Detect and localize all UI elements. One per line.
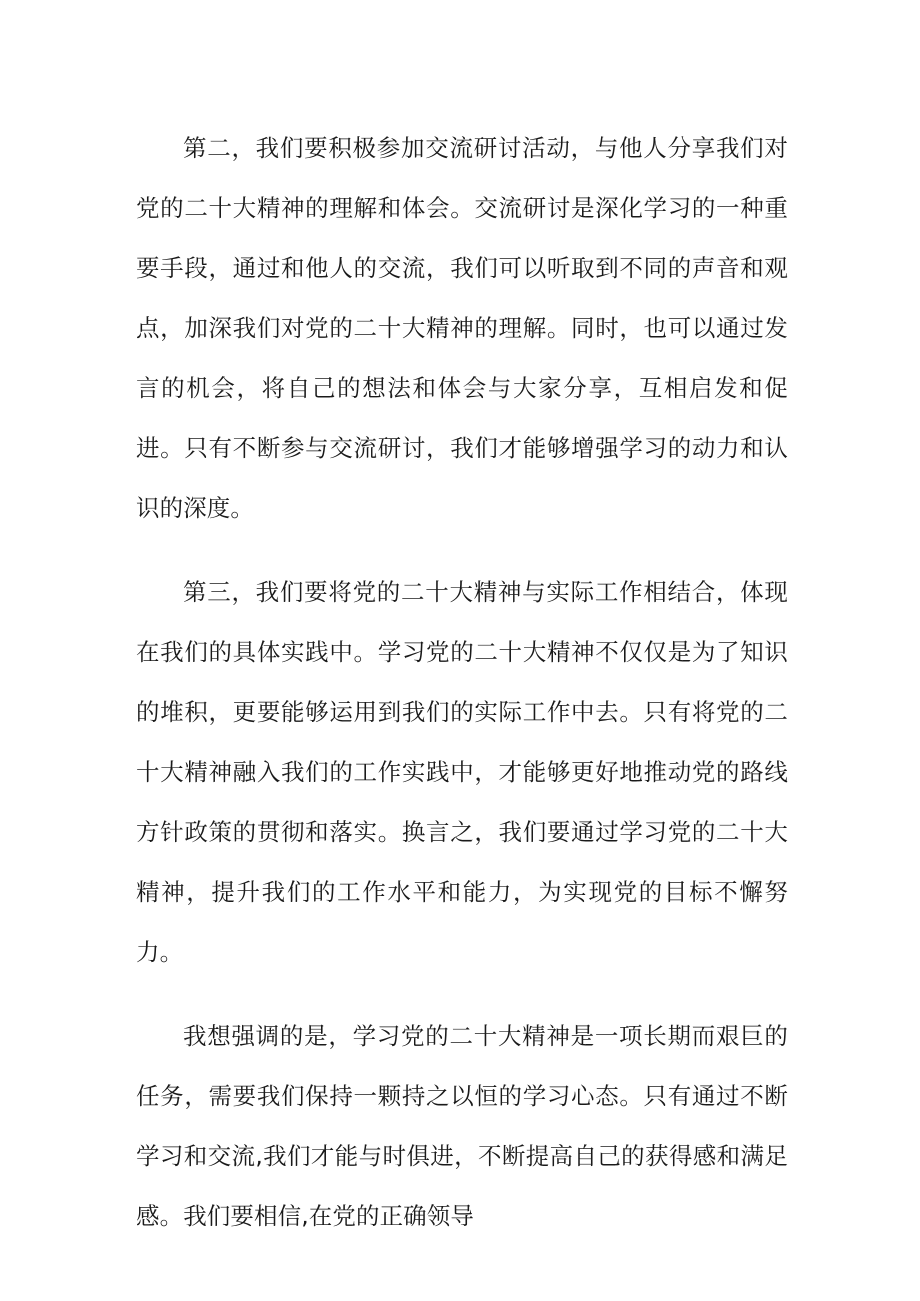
document-paragraph: 第二，我们要积极参加交流研讨活动，与他人分享我们对党的二十大精神的理解和体会。交流研讨是深化学习的一种重要手段，通过和他人的交流，我们可以听取到不同的声音和观点，加深我们对党的二十大精神的理解。同时，也可以通过发言的机会，将自己的想法和体会与大家分享，互相启发和促进。只有不断参与交流研讨，我们才能够增强学习的动力和认识的深度。 <box>136 134 788 522</box>
document-paragraph: 第三，我们要将党的二十大精神与实际工作相结合，体现在我们的具体实践中。学习党的二十大精神不仅仅是为了知识的堆积，更要能够运用到我们的实际工作中去。只有将党的二十大精神融入我们的工作实践中，才能够更好地推动党的路线方针政策的贯彻和落实。换言之，我们要通过学习党的二十大精神，提升我们的工作水平和能力，为实现党的目标不懈努力。 <box>136 578 788 966</box>
document-body <box>136 118 788 1246</box>
document-paragraph: 我想强调的是，学习党的二十大精神是一项长期而艰巨的任务，需要我们保持一颗持之以恒的学习心态。只有通过不断学习和交流,我们才能与时俱进，不断提高自己的获得感和满足感。我们要相信,在党的正确领导 <box>136 1022 788 1230</box>
